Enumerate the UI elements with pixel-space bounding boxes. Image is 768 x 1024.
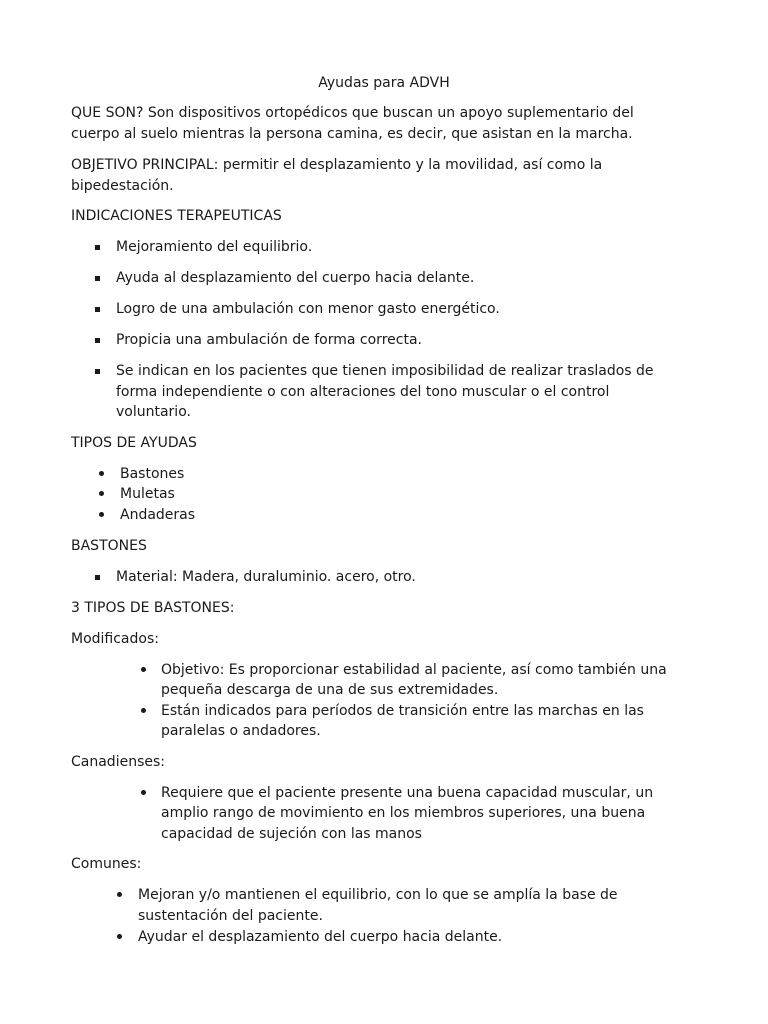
que-son-line-1: QUE SON? Son dispositivos ortopédicos que buscan un apoyo suplementario del	[71, 105, 634, 121]
square-bullet-icon	[95, 276, 100, 281]
canadienses-line-2: amplio rango de movimiento en los miembros superiores, una buena	[161, 805, 646, 821]
square-bullet-icon	[95, 245, 100, 250]
round-bullet-icon	[141, 708, 146, 713]
bastones-material: Material: Madera, duraluminio. acero, otro.	[116, 569, 416, 585]
canadienses-heading: Canadienses:	[71, 754, 165, 770]
comunes-heading: Comunes:	[71, 856, 142, 872]
tipos-item-bastones: Bastones	[120, 466, 185, 482]
square-bullet-icon	[95, 575, 100, 580]
indicaciones-heading: INDICACIONES TERAPEUTICAS	[71, 208, 282, 224]
round-bullet-icon	[99, 471, 104, 476]
tres-tipos-heading: 3 TIPOS DE BASTONES:	[71, 600, 235, 616]
indicaciones-item-4: Propicia una ambulación de forma correcta.	[116, 332, 422, 348]
round-bullet-icon	[117, 892, 122, 897]
round-bullet-icon	[141, 790, 146, 795]
round-bullet-icon	[99, 491, 104, 496]
square-bullet-icon	[95, 307, 100, 312]
indicaciones-item-3: Logro de una ambulación con menor gasto energético.	[116, 301, 500, 317]
round-bullet-icon	[99, 512, 104, 517]
canadienses-line-3: capacidad de sujeción con las manos	[161, 826, 422, 842]
round-bullet-icon	[141, 667, 146, 672]
indicaciones-item-5-line-1: Se indican en los pacientes que tienen imposibilidad de realizar traslados de	[116, 363, 654, 379]
square-bullet-icon	[95, 369, 100, 374]
tipos-item-muletas: Muletas	[120, 486, 175, 502]
tipos-item-andaderas: Andaderas	[120, 507, 196, 523]
bastones-heading: BASTONES	[71, 538, 147, 554]
round-bullet-icon	[117, 934, 122, 939]
square-bullet-icon	[95, 338, 100, 343]
que-son-line-2: cuerpo al suelo mientras la persona camina, es decir, que asistan en la marcha.	[71, 126, 633, 142]
comunes-line-2: sustentación del paciente.	[138, 908, 323, 924]
comunes-line-3: Ayudar el desplazamiento del cuerpo hacia delante.	[138, 929, 503, 945]
document-title: Ayudas para ADVH	[318, 75, 450, 91]
modificados-line-4: paralelas o andadores.	[161, 723, 321, 739]
indicaciones-item-1: Mejoramiento del equilibrio.	[116, 239, 313, 255]
canadienses-line-1: Requiere que el paciente presente una buena capacidad muscular, un	[161, 785, 654, 801]
objetivo-line-2: bipedestación.	[71, 178, 174, 194]
comunes-line-1: Mejoran y/o mantienen el equilibrio, con lo que se amplía la base de	[138, 887, 618, 903]
modificados-heading: Modificados:	[71, 631, 159, 647]
indicaciones-item-2: Ayuda al desplazamiento del cuerpo hacia delante.	[116, 270, 475, 286]
modificados-line-1: Objetivo: Es proporcionar estabilidad al paciente, así como también una	[161, 662, 667, 678]
indicaciones-item-5-line-3: voluntario.	[116, 404, 191, 420]
tipos-heading: TIPOS DE AYUDAS	[71, 435, 197, 451]
indicaciones-item-5-line-2: forma independiente o con alteraciones del tono muscular o el control	[116, 384, 610, 400]
modificados-line-3: Están indicados para períodos de transición entre las marchas en las	[161, 703, 644, 719]
modificados-line-2: pequeña descarga de una de sus extremidades.	[161, 682, 499, 698]
objetivo-line-1: OBJETIVO PRINCIPAL: permitir el desplazamiento y la movilidad, así como la	[71, 157, 603, 173]
